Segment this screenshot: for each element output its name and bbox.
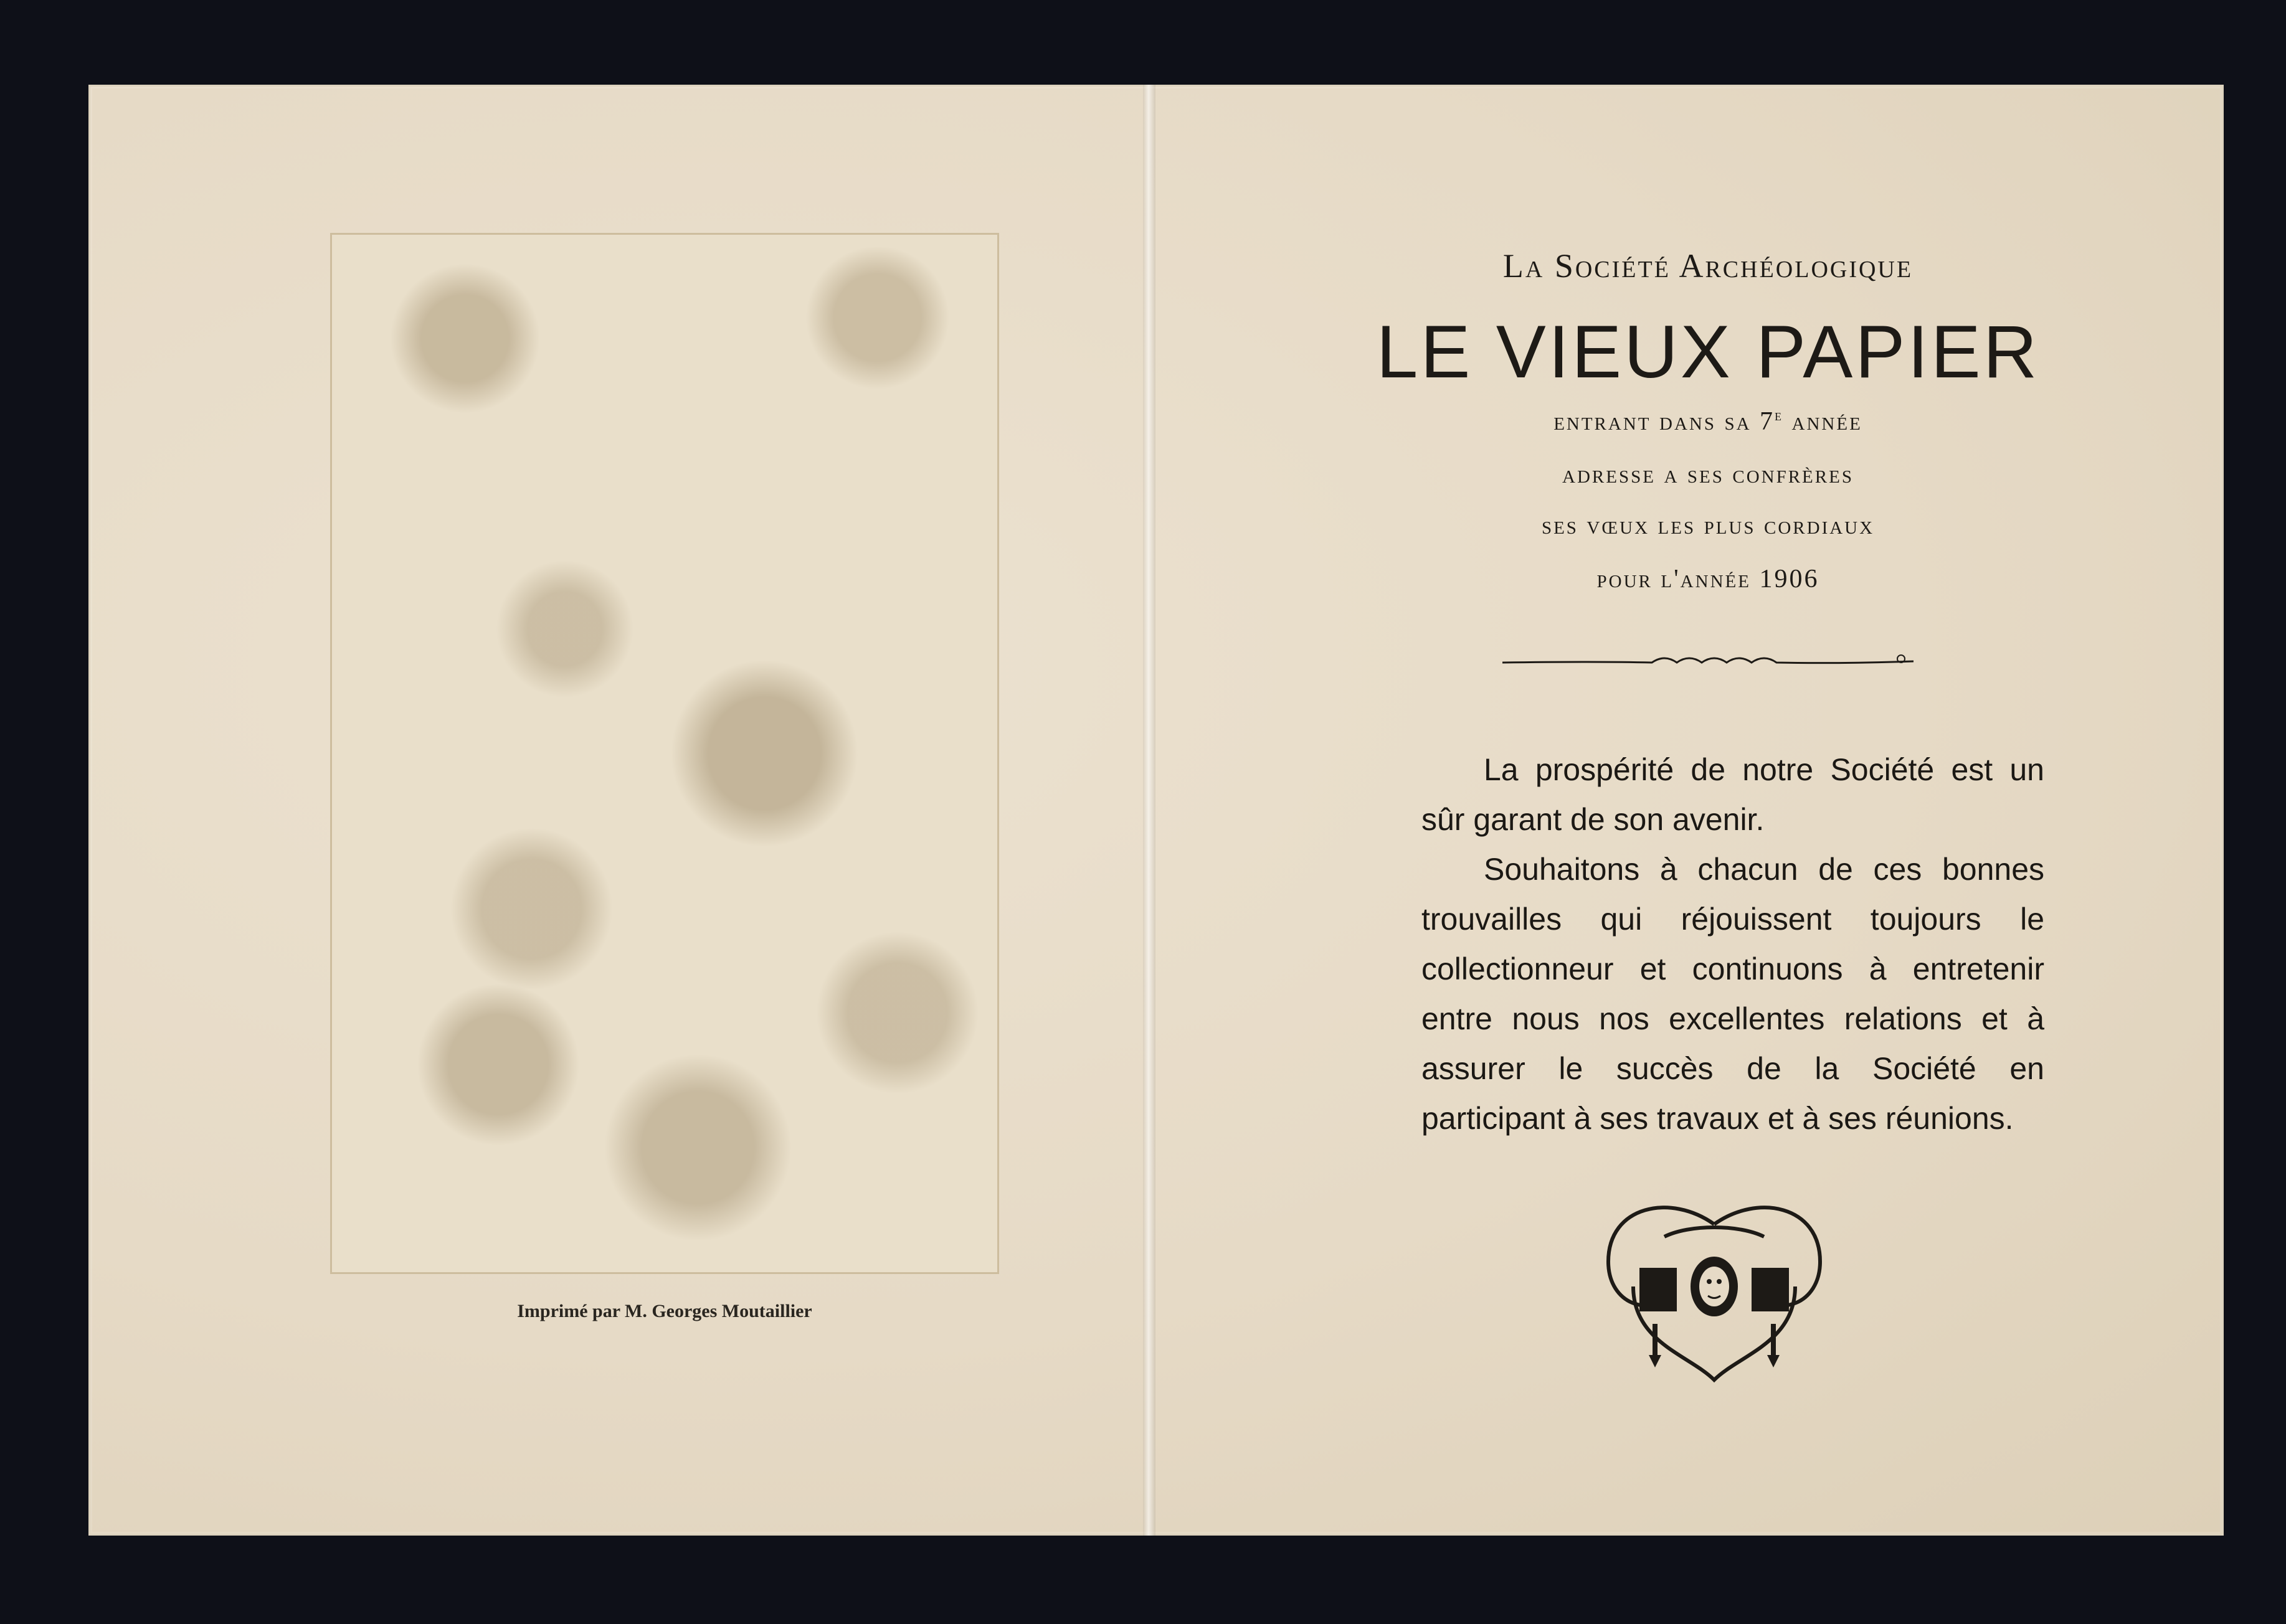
year-line-sup: e xyxy=(1775,406,1784,424)
date-line: pour l'année 1906 xyxy=(1596,565,1819,593)
address-line: adresse a ses confrères xyxy=(1562,460,1854,489)
year-line-prefix: entrant dans sa 7 xyxy=(1553,407,1775,436)
rule-ornament-icon xyxy=(1502,649,1914,674)
paragraph-2: Souhaitons à chacun de ces bonnes trouvailles qui réjouissent toujours le collectionneur et continuons à entretenir entre nous nos excellentes relations et à assurer le succès de la Société en participant à ses travaux et à ses réunions. xyxy=(1421,852,2044,1136)
right-page xyxy=(1241,85,2175,1536)
society-name: La Société Archéologique xyxy=(1502,247,1914,285)
greeting-card xyxy=(88,85,2224,1536)
page-title: LE VIEUX PAPIER xyxy=(1376,310,2040,394)
year-line xyxy=(1241,406,2175,437)
wishes-line: ses vœux les plus cordiaux xyxy=(1541,511,1875,540)
year-line-suffix: année xyxy=(1783,407,1862,436)
paragraph-1: La prospérité de notre Société est un sûr garant de son avenir. xyxy=(1421,752,2044,837)
vignette-mask-icon xyxy=(1596,1199,1833,1386)
printer-imprint: Imprimé par M. Georges Moutaillier xyxy=(517,1301,812,1321)
center-fold xyxy=(1143,85,1155,1536)
stained-plate-image xyxy=(330,233,999,1321)
message-body xyxy=(1421,745,2044,1143)
